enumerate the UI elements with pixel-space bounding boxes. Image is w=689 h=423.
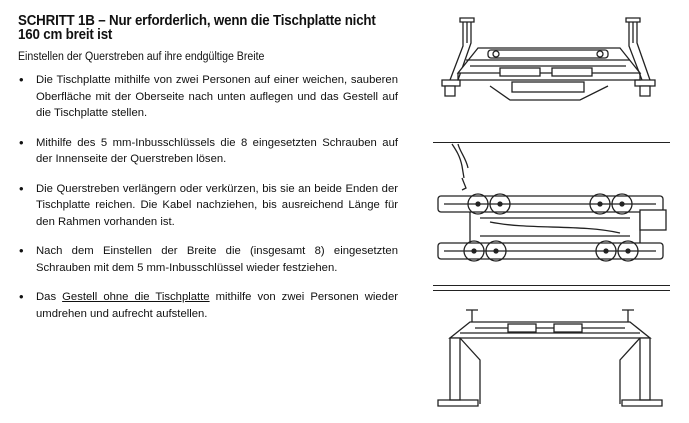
step-subtitle: Einstellen der Querstreben auf ihre endgültige Breite <box>18 51 265 63</box>
step-list <box>18 72 398 322</box>
desk-frame-on-tabletop-icon <box>430 8 675 118</box>
list-item: • Die Querstreben verlängern oder verkürzen, bis sie an beide Enden der Tischplatte reichen. Die Kabel nachziehen, bis ausreichend Länge für den Rahmen vorhanden ist. <box>18 181 398 231</box>
step-title: SCHRITT 1B – Nur erforderlich, wenn die Tischplatte nicht 160 cm breit ist <box>18 13 376 43</box>
divider-top <box>433 142 670 143</box>
divider-bottom-double <box>433 290 670 291</box>
list-item: • Nach dem Einstellen der Breite die (insgesamt 8) eingesetzten Schrauben mit dem 5 mm-Inbusschlüssel wieder festziehen. <box>18 243 398 276</box>
underlined-phrase: Gestell ohne die Tischplatte <box>62 291 210 303</box>
list-item: • Das Gestell ohne die Tischplatte mithilfe von zwei Personen wieder umdrehen und aufrecht aufstellen. <box>18 289 398 322</box>
list-item: • Mithilfe des 5 mm-Inbusschlüssels die 8 eingesetzten Schrauben auf der Innenseite der Querstreben lösen. <box>18 135 398 168</box>
upright-desk-frame-icon <box>430 300 675 420</box>
divider-bottom <box>433 285 670 286</box>
crossbar-screws-detail-icon <box>430 138 675 273</box>
instruction-text <box>18 14 398 335</box>
list-item: • Die Tischplatte mithilfe von zwei Personen auf einer weichen, sauberen Oberfläche mit der Oberseite nach unten auflegen und das Gestell auf die Tischplatte stellen. <box>18 72 398 122</box>
